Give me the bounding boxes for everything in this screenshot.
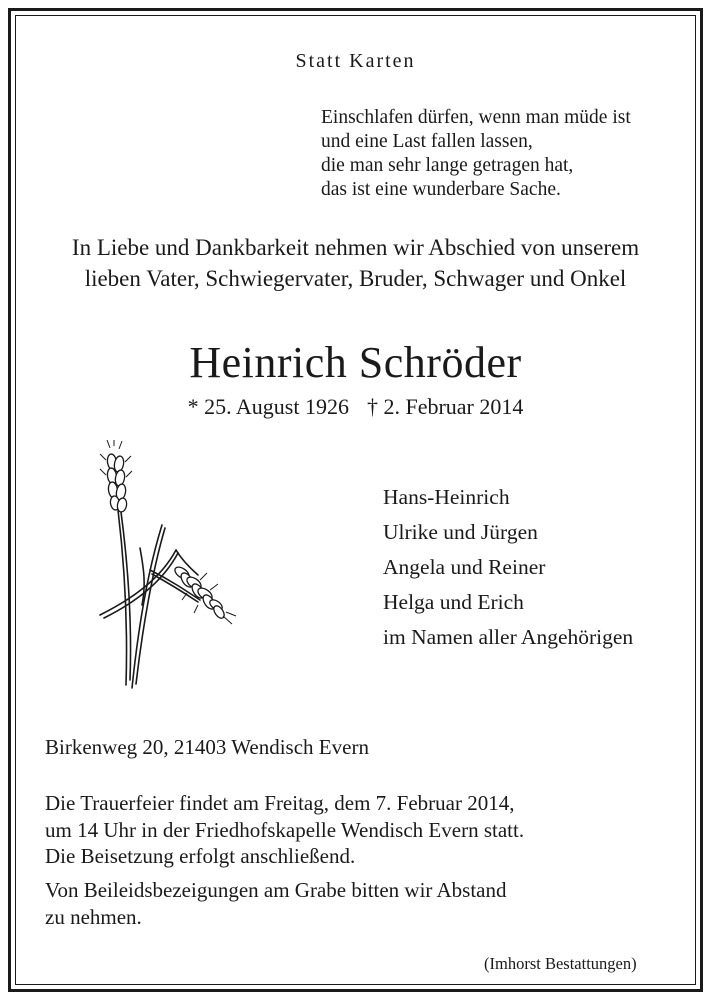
poem-line: die man sehr lange getragen hat, [321, 155, 574, 176]
family-list [383, 480, 633, 655]
poem-line: das ist eine wunderbare Sache. [321, 179, 561, 200]
intro-line: In Liebe und Dankbarkeit nehmen wir Abschied von unserem [71, 235, 640, 260]
condolence-note [45, 877, 507, 930]
death-date: † 2. Februar 2014 [366, 394, 524, 419]
birth-date: * 25. August 1926 [187, 394, 349, 419]
family-member: Helga und Erich [383, 590, 524, 614]
family-member: Ulrike und Jürgen [383, 520, 538, 544]
condolence-line: Von Beileidsbezeigungen am Grabe bitten wir Abstand [45, 878, 507, 902]
family-member: Angela und Reiner [383, 555, 546, 579]
intro-line: lieben Vater, Schwiegervater, Bruder, Schwager und Onkel [84, 266, 627, 291]
heading-statt-karten: Statt Karten [295, 50, 416, 72]
family-member: im Namen aller Angehörigen [383, 625, 634, 649]
life-dates [0, 392, 711, 422]
service-line: um 14 Uhr in der Friedhofskapelle Wendisch Evern statt. [45, 817, 525, 842]
family-member: Hans-Heinrich [383, 485, 510, 509]
condolence-line: zu nehmen. [45, 904, 142, 929]
deceased-name: Heinrich Schröder [189, 338, 522, 387]
poem-line: und eine Last fallen lassen, [321, 131, 533, 152]
service-line: Die Beisetzung erfolgt anschließend. [45, 844, 356, 868]
service-line: Die Trauerfeier findet am Freitag, dem 7. Februar 2014, [45, 791, 515, 815]
poem-line: Einschlafen dürfen, wenn man müde ist [321, 107, 631, 128]
undertaker-credit: (Imhorst Bestattungen) [484, 954, 637, 973]
address: Birkenweg 20, 21403 Wendisch Evern [45, 735, 369, 759]
intro-text [0, 232, 711, 294]
wheat-ears-icon [90, 440, 240, 700]
poem [321, 106, 631, 202]
service-details [45, 790, 524, 870]
